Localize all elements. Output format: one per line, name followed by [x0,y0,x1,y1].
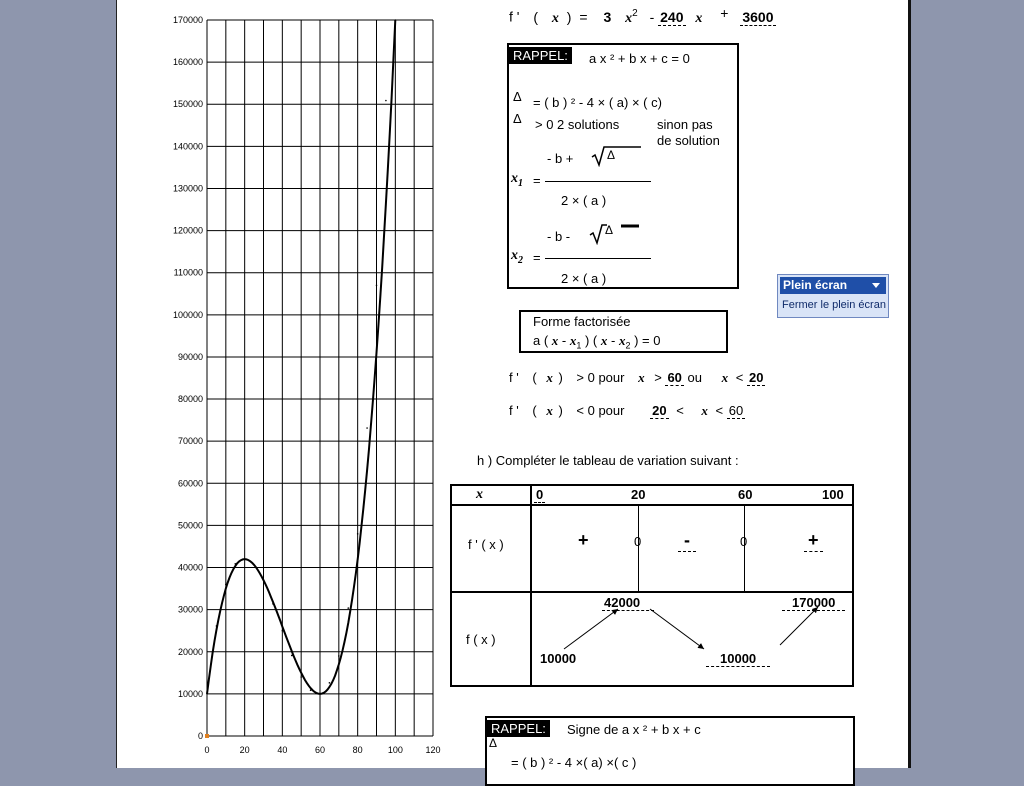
y-tick-label: 130000 [172,183,203,194]
data-point [338,655,340,657]
table-x-label: x [476,487,483,502]
cond2-prefix: f ' [509,403,519,418]
delta-positive-text: > 0 2 solutions [535,117,620,132]
cond2-var2: x [701,403,708,418]
delta-symbol: Δ [513,89,522,104]
y-tick-label: 120000 [172,225,203,236]
rappel-label: RAPPEL: [509,47,572,64]
factor-x-b: x [600,333,608,348]
derivative-prefix: f ' [509,8,520,25]
fullscreen-header[interactable] [780,277,886,294]
sign-zero-1: 0 [634,534,642,549]
x1-sub: 1 [518,177,523,189]
else-text: sinon pas [657,117,713,132]
cond2-lt2: < [715,403,724,418]
x2-denominator: 2 × ( a ) [561,271,607,286]
worksheet-page [116,0,911,768]
x-tick-label: 100 [387,745,403,755]
data-point [272,603,274,605]
x2-eq: = [533,250,541,265]
close-fullscreen-button[interactable]: Fermer le plein écran [782,299,886,311]
cond1-ou: ou [687,370,703,385]
y-tick-label: 60000 [177,478,203,489]
data-point [310,689,312,691]
function-graph [157,0,477,768]
x1-fraction-bar [545,181,651,182]
x2-letter: x [511,248,518,263]
sqrt-delta-1-icon [591,145,643,167]
cond2-v1: 20 [652,403,667,418]
table-x20: 20 [631,487,646,502]
rappel2-title: Signe de a x ² + b x + c [567,722,701,737]
arrow-up-1 [564,609,618,649]
x1-numerator: - b + [547,151,574,166]
minus-sign: - [649,8,655,25]
else-text-2: de solution [657,133,720,148]
y-tick-label: 90000 [177,351,203,362]
table-f-label: f ( x ) [466,632,496,647]
y-tick-label: 140000 [172,141,203,152]
paren-close: ) [566,8,572,25]
factor-end: ) = 0 [630,333,661,348]
rappel2-label: RAPPEL: [487,720,550,737]
data-point [263,579,265,581]
factor-mid: ) ( [581,333,601,348]
x-value-0: 0 [536,487,544,502]
fullscreen-toolbar [777,274,889,318]
y-tick-label: 160000 [172,57,203,68]
fullscreen-title: Plein écran [783,278,848,292]
factor-minus: - [558,333,570,348]
y-tick-label: 40000 [177,562,203,573]
sqrt-delta-2: Δ [605,223,614,237]
factor-a: a ( [533,333,552,348]
cond2-op: < 0 pour [576,403,625,418]
cond1-lt: < [735,370,744,385]
var-x2: x [625,10,633,26]
x2-label [511,248,523,266]
sign-plus-2-text: + [804,530,823,552]
quadratic-equation: a x ² + b x + c = 0 [589,51,690,66]
coef-a: 3 [603,8,612,25]
x1-letter: x [511,171,518,186]
y-tick-label: 30000 [177,604,203,615]
data-point [206,693,208,695]
cond1-var: x [546,370,553,385]
sign-zero-2: 0 [740,534,748,549]
factor-x2: x [618,333,626,348]
cond1-gt: > [654,370,662,385]
factorized-form-box [519,310,728,353]
derivative-expression [509,4,776,27]
factor-s1: 1 [576,340,582,351]
question-h: h ) Compléter le tableau de variation suivant : [477,453,739,468]
data-point [366,427,368,429]
data-point [329,682,331,684]
cond2-lt1: < [676,403,684,418]
x1-label [511,171,523,189]
y-tick-label: 110000 [173,267,203,278]
delta-definition: = ( b ) ² - 4 × ( a) × ( c) [533,95,662,110]
cond1-v1: 60 [667,370,682,385]
x2-fraction-bar [545,258,651,259]
data-point [385,100,387,102]
coef-b: 240 [660,8,684,25]
equals: = [579,8,588,25]
y-tick-label: 10000 [177,688,203,699]
variation-table [450,484,854,687]
sign-plus-2 [804,530,823,552]
rappel-box-quadratic [507,43,739,289]
data-point [300,676,302,678]
table-x100: 100 [822,487,844,502]
data-point [347,607,349,609]
paren-open: ( [533,8,539,25]
data-point [319,693,321,695]
dropdown-arrow-icon[interactable] [872,283,880,288]
cond2-var: x [546,403,553,418]
data-point [357,533,359,535]
data-point [216,625,218,627]
cond1-prefix: f ' [509,370,519,385]
var-x: x [551,10,559,26]
sign-minus-text: - [678,530,696,552]
cond1-op: > 0 pour [576,370,625,385]
x2-sub: 2 [518,254,523,266]
exponent: 2 [632,8,638,19]
data-point [376,285,378,287]
f-value-min-text: 10000 [706,651,770,667]
factor-formula [533,333,660,351]
y-tick-label: 20000 [177,646,203,657]
rappel2-line: = ( b ) ² - 4 ×( a) ×( c ) [511,755,637,770]
table-fprime-label: f ' ( x ) [468,537,504,552]
condition-positive: f ' ( x ) > 0 pour x > 60 ou x < 20 [509,370,764,385]
rappel2-delta: Δ [489,736,498,750]
y-tick-label: 150000 [172,99,203,110]
x-tick-label: 120 [425,745,441,755]
sign-plus-1: + [578,530,589,550]
y-tick-label: 0 [197,731,203,741]
cond2-v2: 60 [728,403,744,418]
sign-minus [678,530,696,552]
rappel-box-sign [485,716,855,786]
y-tick-label: 70000 [177,436,203,447]
delta-symbol-2: Δ [513,111,522,126]
f-value-end-text: 170000 [782,595,845,611]
y-tick-label: 80000 [177,394,203,405]
arrow-down [650,609,704,649]
x-tick-label: 40 [277,745,288,755]
factor-x: x [551,333,559,348]
variation-arrows [452,593,852,685]
condition-negative: f ' ( x ) < 0 pour 20 < x < 60 [509,403,744,418]
cond1-v2: 20 [748,370,764,385]
factor-s2: 2 [625,340,631,351]
data-point [282,630,284,632]
x-tick-label: 60 [314,745,326,755]
factor-x1: x [569,333,577,348]
x-tick-label: 0 [204,745,210,755]
table-x0 [534,487,545,503]
x-tick-label: 80 [352,745,363,755]
data-point [244,558,246,560]
y-tick-label: 50000 [177,520,203,531]
sqrt-delta-2-icon [589,223,643,245]
x2-numerator: - b - [547,229,571,244]
plus-sign: + [720,4,729,21]
var-x3: x [695,10,703,26]
data-point [395,19,397,21]
x-tick-label: 20 [239,745,250,755]
data-point [225,584,227,586]
y-tick-label: 170000 [172,15,203,25]
arrow-up-2 [780,607,818,645]
f-value-max-text: 42000 [602,595,654,611]
origin-marker [205,734,209,738]
table-x60: 60 [738,487,753,502]
data-point [234,563,236,565]
data-point [253,564,255,566]
f-value-start: 10000 [540,651,577,666]
cond1-var2: x [638,370,645,385]
factor-title: Forme factorisée [533,314,631,329]
data-point [291,655,293,657]
x1-denominator: 2 × ( a ) [561,193,607,208]
cond1-var3: x [721,370,729,385]
table-row-divider-1 [452,504,852,506]
x1-eq: = [533,173,541,188]
sqrt-delta-1: Δ [607,148,616,162]
factor-minus-b: - [607,333,619,348]
y-tick-label: 100000 [172,309,203,320]
coef-c: 3600 [742,8,774,25]
